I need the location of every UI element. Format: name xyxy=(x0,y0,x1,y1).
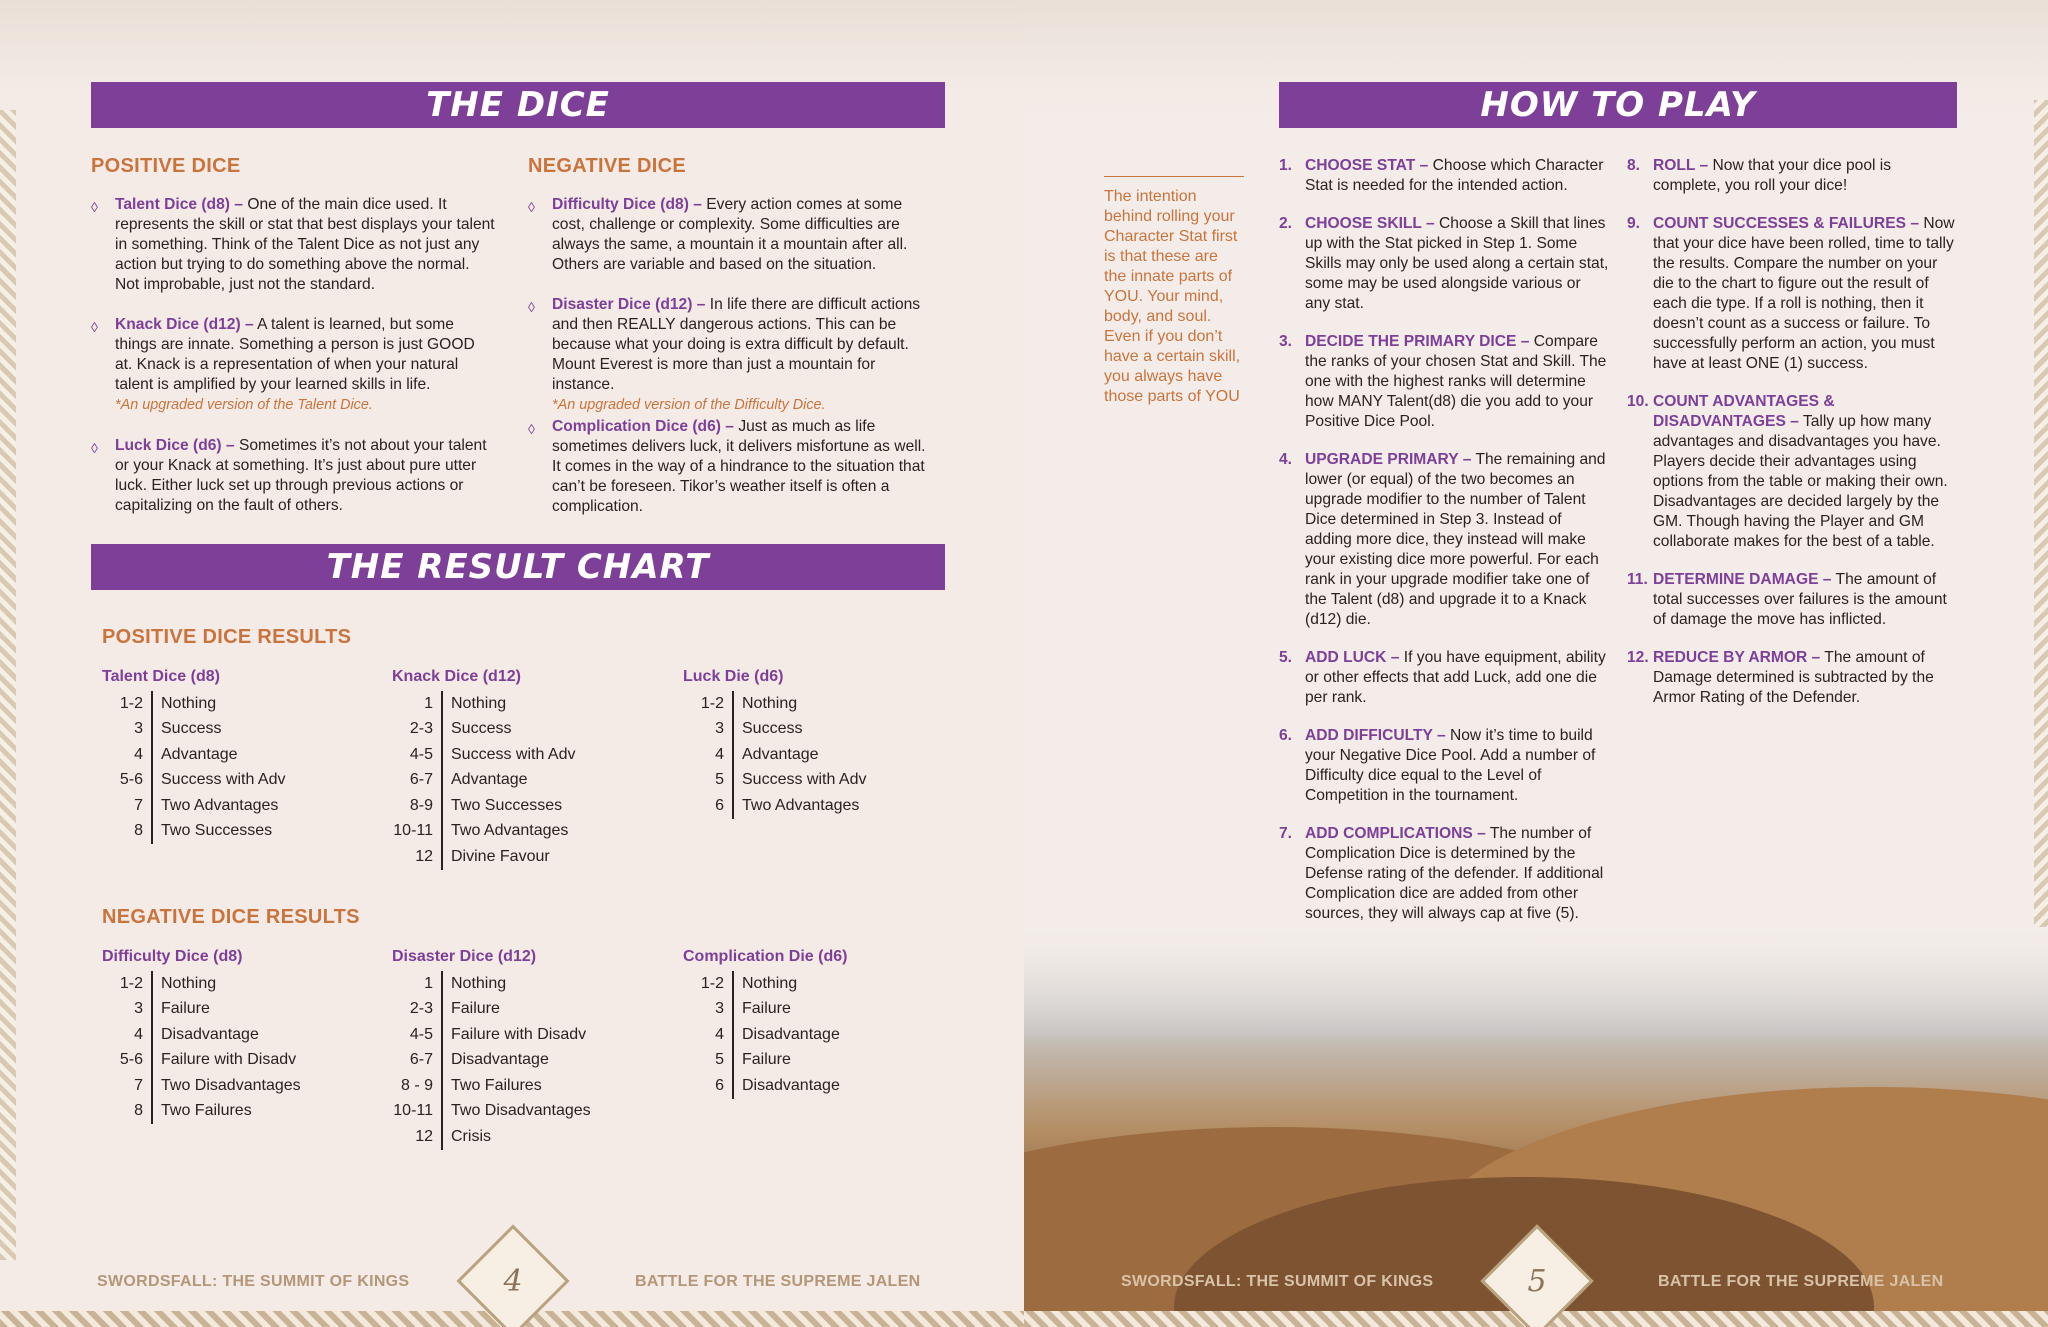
dice-name: Talent Dice (d8) – xyxy=(115,196,243,213)
positive-dice-heading: POSITIVE DICE xyxy=(91,155,241,177)
step-text: Choose a Skill that lines up with the Stat picked in Step 1. Some Skills may only be used along a certain stat, some may be used alongside various or any stat. xyxy=(1305,215,1609,312)
roll-value: 3 xyxy=(683,997,733,1023)
result-table-title: Talent Dice (d8) xyxy=(102,668,220,685)
positive-results-heading: POSITIVE DICE RESULTS xyxy=(102,626,352,648)
result-table-grid xyxy=(102,971,301,1124)
roll-value: 10-11 xyxy=(392,1099,442,1125)
roll-value: 12 xyxy=(392,1124,442,1150)
step-number: 1. xyxy=(1279,157,1293,174)
table-row xyxy=(102,1048,301,1074)
step-text: If you have equipment, ability or other effects that add Luck, add one die per rank. xyxy=(1305,649,1606,706)
result-table-grid xyxy=(392,691,576,870)
roll-result: Disadvantage xyxy=(161,1025,259,1043)
dice-entry xyxy=(91,195,496,295)
steps-column-1 xyxy=(1279,156,1609,942)
table-row xyxy=(102,742,286,768)
page-number: 5 xyxy=(1527,1263,1547,1299)
table-row xyxy=(392,819,576,845)
step-text: Choose which Character Stat is needed for the intended action. xyxy=(1305,157,1604,194)
dice-text: Just as much as life sometimes delivers luck, it delivers misfortune as well. It comes in the way of a hindrance to the situation that can’t be foreseen. Tikor’s weather itself is often a complication. xyxy=(552,418,926,515)
roll-result: Success xyxy=(161,720,222,738)
table-row xyxy=(102,717,286,743)
step-title: ADD LUCK – xyxy=(1305,649,1400,666)
footer-title: SWORDSFALL: THE SUMMIT OF KINGS xyxy=(1121,1273,1434,1290)
roll-result: Disadvantage xyxy=(451,1051,549,1069)
step-title: DETERMINE DAMAGE – xyxy=(1653,571,1832,588)
table-row xyxy=(102,997,301,1023)
decorative-border xyxy=(0,110,16,1260)
step-title: REDUCE BY ARMOR – xyxy=(1653,649,1821,666)
negative-dice-heading: NEGATIVE DICE xyxy=(528,155,686,177)
dice-text: In life there are difficult actions and then REALLY dangerous actions. This can be because what your doing is extra difficult by default. Mount Everest is more than just a mountain for instance. xyxy=(552,296,921,393)
diamond-bullet-icon: ◊ xyxy=(91,440,98,456)
roll-result: Success with Adv xyxy=(161,771,286,789)
roll-value: 4 xyxy=(102,742,152,768)
roll-result: Nothing xyxy=(742,974,798,992)
table-row xyxy=(102,793,286,819)
step-text: The amount of Damage determined is subtracted by the Armor Rating of the Defender. xyxy=(1653,649,1934,706)
roll-result: Two Disadvantages xyxy=(161,1076,301,1094)
diamond-bullet-icon: ◊ xyxy=(528,421,535,437)
roll-value: 10-11 xyxy=(392,819,442,845)
table-row xyxy=(102,768,286,794)
roll-result: Disadvantage xyxy=(742,1076,840,1094)
step-item xyxy=(1279,450,1609,630)
table-row xyxy=(392,1073,591,1099)
roll-result: Failure with Disadv xyxy=(161,1051,297,1069)
step-item xyxy=(1627,392,1957,552)
table-row xyxy=(392,1124,591,1150)
table-row xyxy=(683,1073,840,1099)
table-row xyxy=(683,691,867,717)
roll-value: 3 xyxy=(102,997,152,1023)
step-title: COUNT ADVANTAGES & DISADVANTAGES – xyxy=(1653,393,1835,430)
table-row xyxy=(683,717,867,743)
dice-description xyxy=(91,195,496,295)
result-table-title: Difficulty Dice (d8) xyxy=(102,948,243,965)
dice-entry xyxy=(528,417,933,517)
table-row xyxy=(683,742,867,768)
step-number: 5. xyxy=(1279,649,1293,666)
footer-subtitle: BATTLE FOR THE SUPREME JALEN xyxy=(635,1273,921,1290)
roll-result: Success xyxy=(451,720,512,738)
roll-result: Success with Adv xyxy=(742,771,867,789)
step-item xyxy=(1279,214,1609,314)
roll-result: Crisis xyxy=(451,1127,491,1145)
roll-result: Two Advantages xyxy=(161,796,279,814)
roll-value: 2-3 xyxy=(392,997,442,1023)
table-row xyxy=(683,793,867,819)
roll-result: Nothing xyxy=(451,974,507,992)
right-page xyxy=(1024,0,2048,1327)
table-row xyxy=(683,768,867,794)
roll-value: 6-7 xyxy=(392,1048,442,1074)
dice-name: Difficulty Dice (d8) – xyxy=(552,196,702,213)
result-table xyxy=(392,948,662,1150)
table-row xyxy=(683,971,840,997)
roll-result: Two Successes xyxy=(161,822,273,840)
diamond-bullet-icon: ◊ xyxy=(91,199,98,215)
table-row xyxy=(392,844,576,870)
roll-result: Disadvantage xyxy=(742,1025,840,1043)
dice-name: Knack Dice (d12) – xyxy=(115,316,254,333)
roll-result: Two Failures xyxy=(161,1102,252,1120)
roll-result: Failure xyxy=(161,1000,210,1018)
roll-result: Nothing xyxy=(161,694,217,712)
step-title: ADD DIFFICULTY – xyxy=(1305,727,1446,744)
step-text: Tally up how many advantages and disadvantages you have. Players decide their advantages using options from the table or making their own. Disadvantages are decided largely by the GM. Though having the Player and GM collaborate makes for the best of a table. xyxy=(1653,413,1948,550)
roll-result: Failure with Disadv xyxy=(451,1025,587,1043)
table-row xyxy=(683,1048,840,1074)
step-number: 3. xyxy=(1279,333,1293,350)
step-number: 11. xyxy=(1627,571,1648,588)
step-text: The remaining and lower (or equal) of the two becomes an upgrade modifier to the number of Talent Dice determined in Step 3. Instead of adding more dice, they instead will make your existing dice more powerful. For each rank in your upgrade modifier take one of the Talent (d8) and upgrade it to a Knack (d12) die. xyxy=(1305,451,1606,628)
diamond-bullet-icon: ◊ xyxy=(528,199,535,215)
roll-value: 5-6 xyxy=(102,768,152,794)
roll-result: Nothing xyxy=(451,694,507,712)
roll-result: Failure xyxy=(742,1000,791,1018)
roll-value: 4-5 xyxy=(392,742,442,768)
roll-result: Failure xyxy=(742,1051,791,1069)
dice-description xyxy=(528,295,933,415)
roll-result: Success xyxy=(742,720,803,738)
roll-value: 1-2 xyxy=(683,971,733,997)
roll-value: 4 xyxy=(683,1022,733,1048)
side-note: The intention behind rolling your Character Stat first is that these are the innate parts of YOU. Your mind, body, and soul. Even if you don’t have a certain skill, you always have those parts of YOU xyxy=(1104,176,1244,407)
result-table-grid xyxy=(683,971,840,1099)
roll-value: 8 xyxy=(102,819,152,845)
step-title: ADD COMPLICATIONS – xyxy=(1305,825,1486,842)
result-table-grid xyxy=(102,691,286,844)
roll-value: 8 xyxy=(102,1099,152,1125)
footer-subtitle: BATTLE FOR THE SUPREME JALEN xyxy=(1658,1273,1944,1290)
roll-value: 6 xyxy=(683,1073,733,1099)
table-row xyxy=(392,742,576,768)
table-row xyxy=(102,1022,301,1048)
dice-note: *An upgraded version of the Difficulty Dice. xyxy=(552,397,826,413)
result-table-grid xyxy=(392,971,591,1150)
step-item xyxy=(1279,156,1609,196)
roll-value: 3 xyxy=(683,717,733,743)
table-row xyxy=(392,1099,591,1125)
dice-description xyxy=(91,436,496,516)
dice-text: Sometimes it’s not about your talent or your Knack at something. It’s just about pure utter luck. Either luck set up through previous actions or capitalizing on the fault of others. xyxy=(115,437,487,514)
step-number: 9. xyxy=(1627,215,1641,232)
step-title: DECIDE THE PRIMARY DICE – xyxy=(1305,333,1530,350)
step-item xyxy=(1627,214,1957,374)
roll-value: 5-6 xyxy=(102,1048,152,1074)
dice-description xyxy=(528,195,933,275)
roll-result: Advantage xyxy=(742,745,819,763)
step-number: 7. xyxy=(1279,825,1293,842)
roll-result: Two Advantages xyxy=(742,796,860,814)
roll-result: Divine Favour xyxy=(451,847,550,865)
step-title: ROLL – xyxy=(1653,157,1709,174)
diamond-bullet-icon: ◊ xyxy=(91,319,98,335)
roll-value: 2-3 xyxy=(392,717,442,743)
step-number: 12. xyxy=(1627,649,1649,666)
how-to-play-banner: HOW TO PLAY xyxy=(1279,82,1957,128)
table-row xyxy=(392,1048,591,1074)
footer-title: SWORDSFALL: THE SUMMIT OF KINGS xyxy=(97,1273,410,1290)
table-row xyxy=(102,1073,301,1099)
step-item xyxy=(1279,648,1609,708)
roll-result: Two Advantages xyxy=(451,822,569,840)
table-row xyxy=(683,1022,840,1048)
roll-result: Two Failures xyxy=(451,1076,542,1094)
step-text: Now that your dice pool is complete, you roll your dice! xyxy=(1653,157,1892,194)
step-item xyxy=(1627,156,1957,196)
step-number: 4. xyxy=(1279,451,1293,468)
roll-value: 8 - 9 xyxy=(392,1073,442,1099)
roll-result: Two Disadvantages xyxy=(451,1102,591,1120)
step-title: CHOOSE STAT – xyxy=(1305,157,1429,174)
roll-value: 3 xyxy=(102,717,152,743)
dice-description xyxy=(91,315,496,415)
result-table xyxy=(683,668,953,819)
dice-text: One of the main dice used. It represents the skill or stat that best displays your talent in something. Think of the Talent Dice as not just any action but trying to do something above the normal. Not improbable, just not the standard. xyxy=(115,196,495,293)
dice-description xyxy=(528,417,933,517)
roll-result: Advantage xyxy=(451,771,528,789)
table-row xyxy=(102,1099,301,1125)
step-item xyxy=(1279,824,1609,924)
roll-value: 8-9 xyxy=(392,793,442,819)
table-row xyxy=(392,997,591,1023)
roll-value: 1-2 xyxy=(102,691,152,717)
result-table xyxy=(102,668,372,844)
step-text: Compare the ranks of your chosen Stat and Skill. The one with the highest ranks will determine how MANY Talent(d8) die you add to your Positive Dice Pool. xyxy=(1305,333,1607,430)
table-row xyxy=(392,691,576,717)
result-table xyxy=(683,948,953,1099)
roll-result: Nothing xyxy=(742,694,798,712)
table-row xyxy=(102,819,286,845)
roll-value: 4 xyxy=(102,1022,152,1048)
step-number: 6. xyxy=(1279,727,1293,744)
dice-entry xyxy=(528,295,933,415)
roll-value: 6-7 xyxy=(392,768,442,794)
step-number: 10. xyxy=(1627,393,1649,410)
roll-result: Two Successes xyxy=(451,796,563,814)
roll-value: 7 xyxy=(102,1073,152,1099)
page-number: 4 xyxy=(503,1263,523,1299)
roll-value: 7 xyxy=(102,793,152,819)
dice-name: Complication Dice (d6) – xyxy=(552,418,734,435)
dice-entry xyxy=(91,436,496,516)
result-chart-banner: THE RESULT CHART xyxy=(91,544,945,590)
result-table-title: Disaster Dice (d12) xyxy=(392,948,537,965)
table-row xyxy=(683,997,840,1023)
roll-value: 6 xyxy=(683,793,733,819)
roll-result: Advantage xyxy=(161,745,238,763)
dice-entry xyxy=(91,315,496,415)
dice-name: Disaster Dice (d12) – xyxy=(552,296,706,313)
table-row xyxy=(392,717,576,743)
roll-result: Success with Adv xyxy=(451,745,576,763)
step-text: The amount of total successes over failures is the amount of damage the move has inflicted. xyxy=(1653,571,1947,628)
roll-value: 4-5 xyxy=(392,1022,442,1048)
roll-value: 1 xyxy=(392,691,442,717)
roll-result: Nothing xyxy=(161,974,217,992)
step-title: UPGRADE PRIMARY – xyxy=(1305,451,1472,468)
table-row xyxy=(392,768,576,794)
dice-text: Every action comes at some cost, challenge or complexity. Some difficulties are always the same, a mountain it a mountain after all. Others are variable and based on the situation. xyxy=(552,196,908,273)
step-item xyxy=(1279,726,1609,806)
dice-note: *An upgraded version of the Talent Dice. xyxy=(115,397,373,413)
step-number: 8. xyxy=(1627,157,1641,174)
negative-results-heading: NEGATIVE DICE RESULTS xyxy=(102,906,360,928)
diamond-bullet-icon: ◊ xyxy=(528,299,535,315)
result-table-title: Luck Die (d6) xyxy=(683,668,784,685)
roll-value: 1-2 xyxy=(683,691,733,717)
roll-value: 5 xyxy=(683,768,733,794)
roll-value: 12 xyxy=(392,844,442,870)
table-row xyxy=(102,971,301,997)
step-item xyxy=(1627,648,1957,708)
table-row xyxy=(392,971,591,997)
step-text: Now it’s time to build your Negative Dice Pool. Add a number of Difficulty dice equal to the Level of Competition in the tournament. xyxy=(1305,727,1596,804)
result-table-title: Complication Die (d6) xyxy=(683,948,848,965)
steps-column-2 xyxy=(1627,156,1957,726)
dice-banner: THE DICE xyxy=(91,82,945,128)
result-table xyxy=(102,948,372,1124)
roll-value: 1-2 xyxy=(102,971,152,997)
step-text: The number of Complication Dice is determined by the Defense rating of the defender. If additional Complication dice are added from other sources, they will always cap at five (5). xyxy=(1305,825,1604,922)
table-row xyxy=(392,793,576,819)
step-number: 2. xyxy=(1279,215,1293,232)
step-item xyxy=(1627,570,1957,630)
roll-value: 5 xyxy=(683,1048,733,1074)
dice-name: Luck Dice (d6) – xyxy=(115,437,235,454)
step-title: COUNT SUCCESSES & FAILURES – xyxy=(1653,215,1919,232)
step-text: Now that your dice have been rolled, time to tally the results. Compare the number on your die to the chart to figure out the result of each die type. If a roll is nothing, then it doesn’t count as a success or failure. To successfully perform an action, you must have at least ONE (1) success. xyxy=(1653,215,1955,372)
result-table xyxy=(392,668,662,870)
step-item xyxy=(1279,332,1609,432)
dice-text: A talent is learned, but some things are innate. Something a person is just GOOD at. Knack is a representation of when your natural talent is amplified by your learned skills in life. xyxy=(115,316,475,393)
table-row xyxy=(102,691,286,717)
roll-value: 1 xyxy=(392,971,442,997)
result-table-title: Knack Dice (d12) xyxy=(392,668,521,685)
table-row xyxy=(392,1022,591,1048)
step-title: CHOOSE SKILL – xyxy=(1305,215,1435,232)
roll-result: Failure xyxy=(451,1000,500,1018)
dice-entry xyxy=(528,195,933,275)
roll-value: 4 xyxy=(683,742,733,768)
result-table-grid xyxy=(683,691,867,819)
